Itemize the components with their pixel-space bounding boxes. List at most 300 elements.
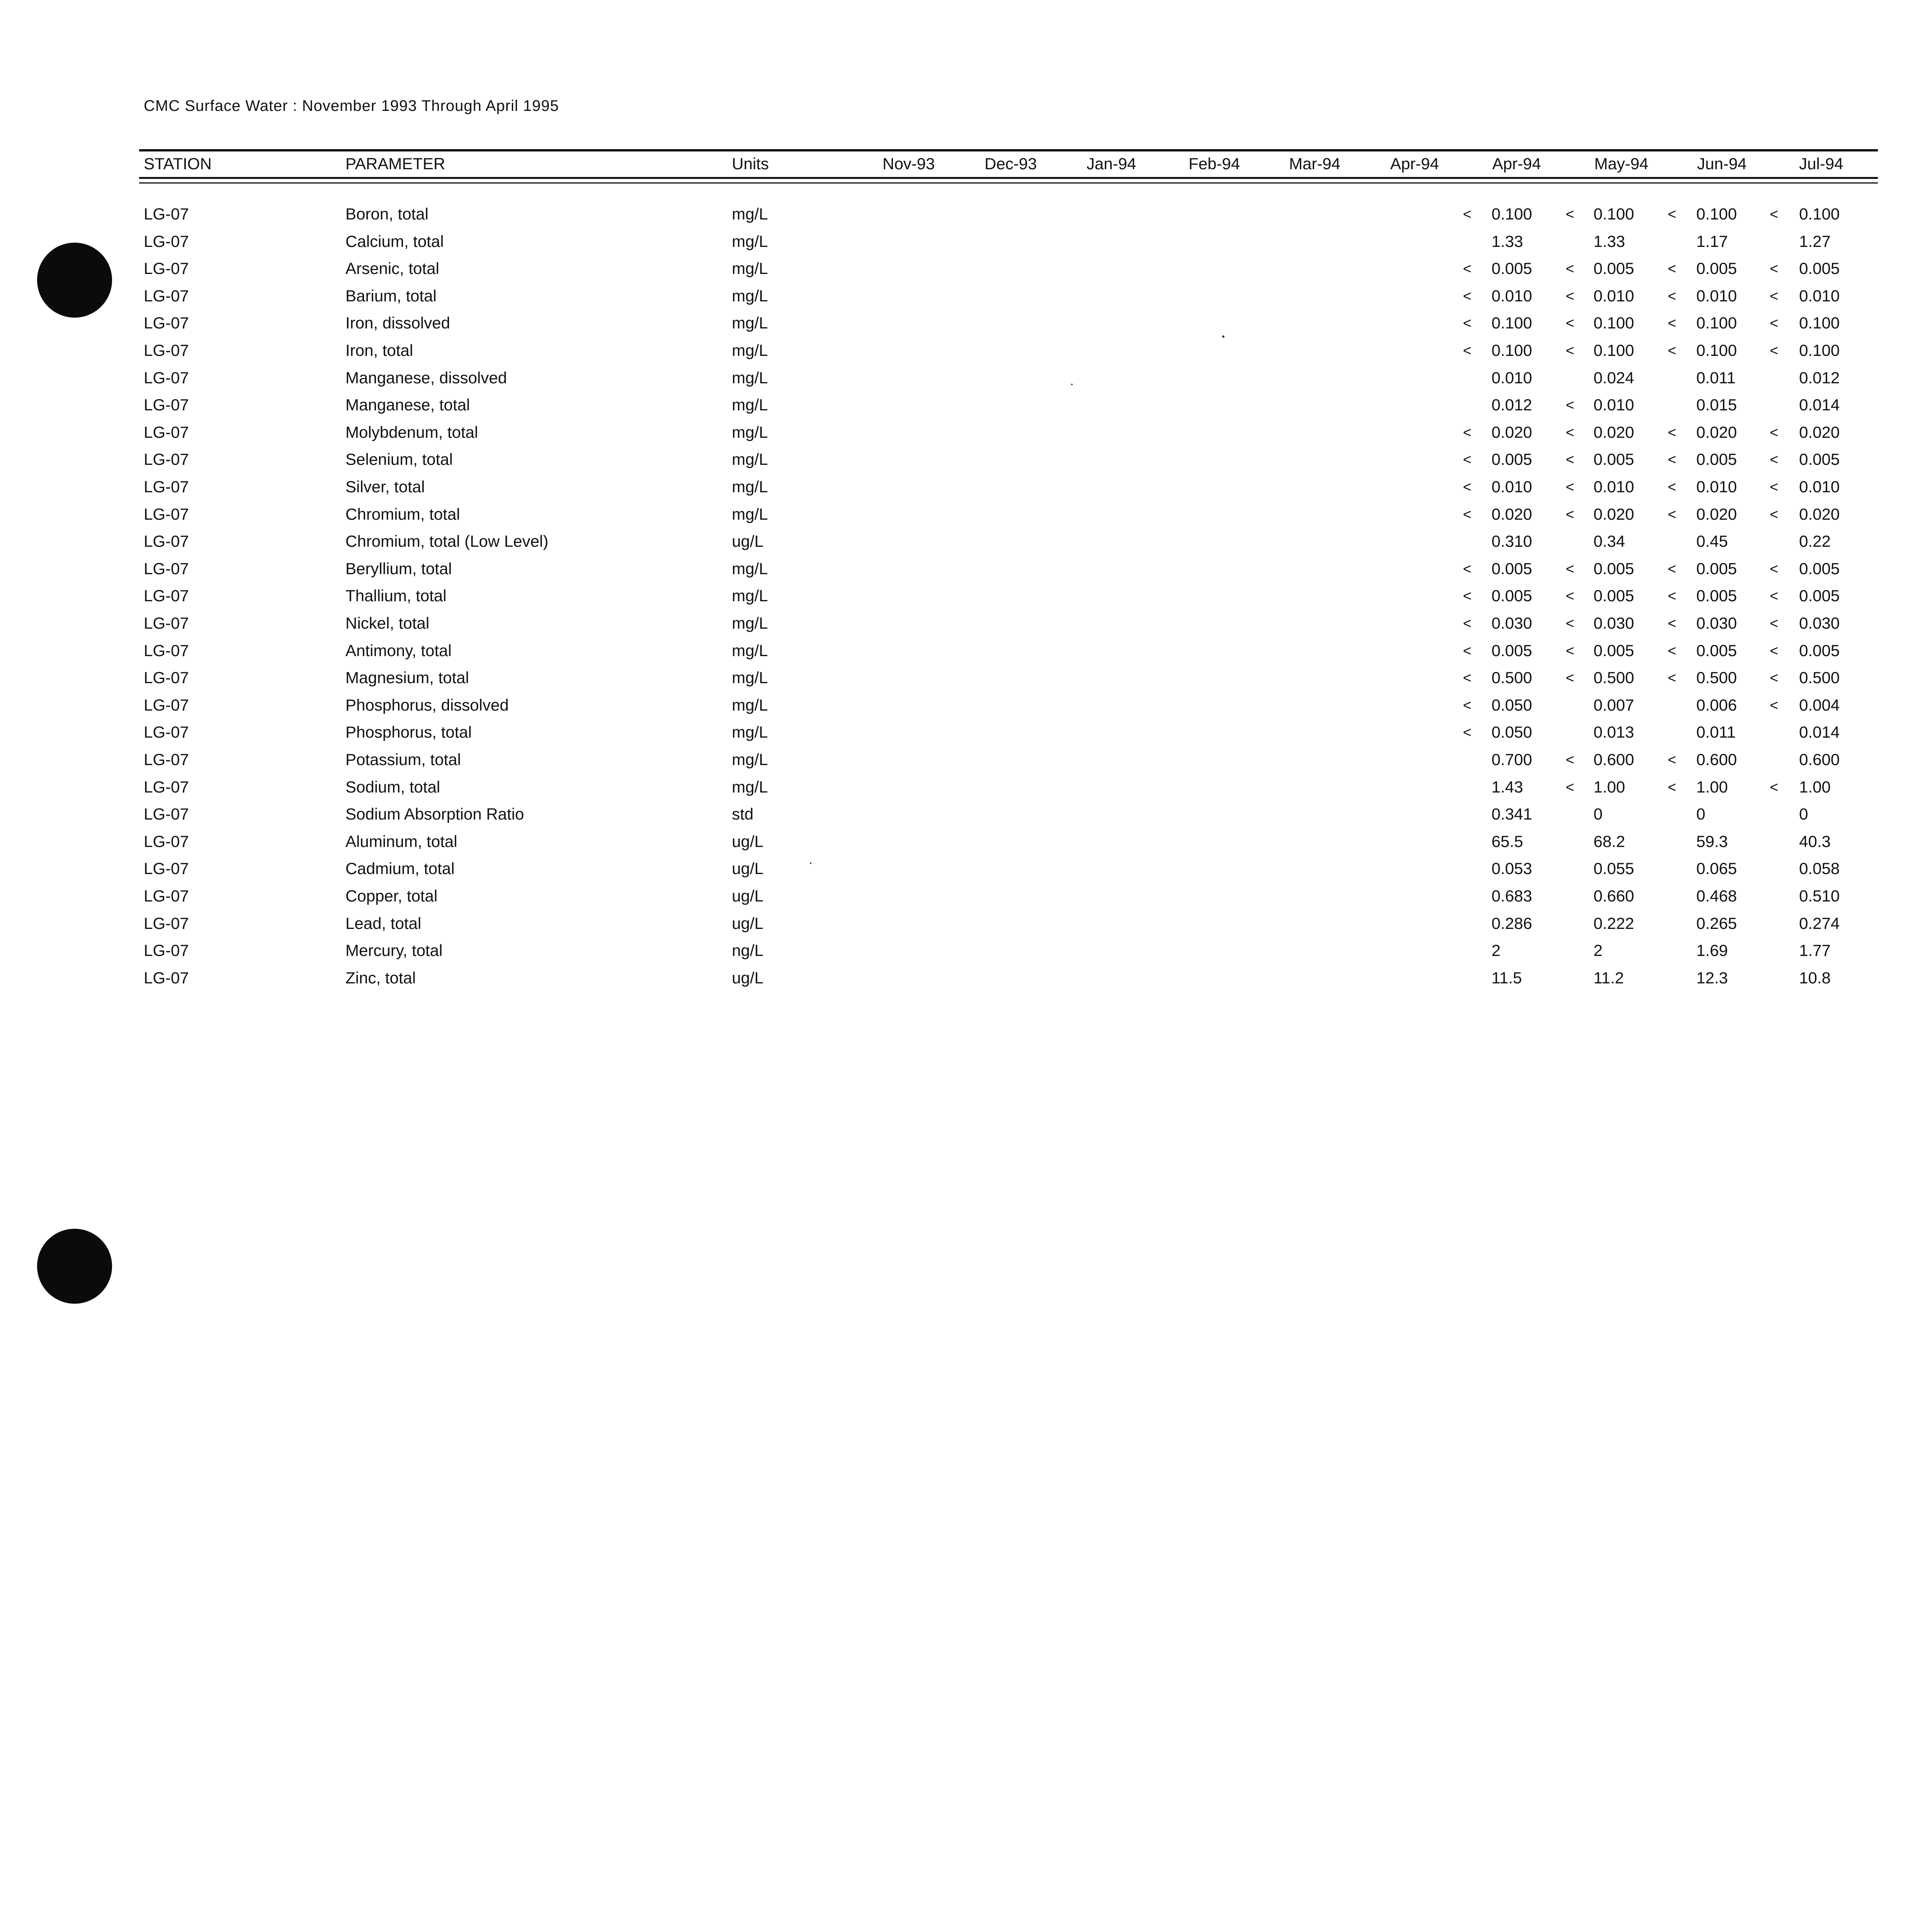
- value-cell: 0.100: [1594, 314, 1634, 332]
- parameter-cell: Silver, total: [345, 478, 425, 496]
- value-cell: 0.020: [1799, 423, 1840, 441]
- table-row: [0, 450, 1932, 477]
- table-row: [0, 614, 1932, 641]
- value-cell: 0.020: [1492, 423, 1532, 441]
- units-cell: mg/L: [732, 750, 768, 769]
- less-than-qualifier: <: [1463, 588, 1472, 605]
- less-than-qualifier: <: [1668, 315, 1677, 332]
- parameter-cell: Sodium, total: [345, 777, 440, 796]
- units-cell: mg/L: [732, 668, 768, 687]
- value-cell: 11.2: [1594, 968, 1624, 987]
- value-cell: 1.77: [1799, 941, 1831, 960]
- station-cell: LG-07: [144, 968, 189, 987]
- value-cell: 0.510: [1799, 887, 1840, 905]
- value-cell: 0.012: [1492, 396, 1532, 414]
- units-cell: mg/L: [732, 314, 768, 332]
- table-row: [0, 587, 1932, 614]
- value-cell: 0.030: [1696, 614, 1737, 632]
- less-than-qualifier: <: [1668, 452, 1677, 468]
- less-than-qualifier: <: [1463, 697, 1472, 714]
- station-cell: LG-07: [144, 696, 189, 714]
- value-cell: 0.100: [1492, 314, 1532, 332]
- less-than-qualifier: <: [1566, 206, 1575, 223]
- units-cell: mg/L: [732, 723, 768, 742]
- value-cell: 0.010: [1799, 478, 1840, 496]
- parameter-cell: Arsenic, total: [345, 259, 439, 278]
- column-header-may-94: May-94: [1594, 155, 1649, 173]
- value-cell: 0.065: [1696, 859, 1737, 878]
- value-cell: 0.020: [1696, 423, 1737, 441]
- less-than-qualifier: <: [1668, 779, 1677, 796]
- value-cell: 0.100: [1799, 205, 1840, 223]
- units-cell: ug/L: [732, 532, 764, 551]
- table-row: [0, 287, 1932, 314]
- less-than-qualifier: <: [1770, 670, 1779, 687]
- value-cell: 0.005: [1492, 641, 1532, 660]
- table-row: [0, 750, 1932, 777]
- value-cell: 0.015: [1696, 396, 1737, 414]
- value-cell: 0.020: [1696, 505, 1737, 523]
- less-than-qualifier: <: [1770, 206, 1779, 223]
- value-cell: 1.00: [1696, 777, 1728, 796]
- units-cell: mg/L: [732, 368, 768, 387]
- less-than-qualifier: <: [1566, 315, 1575, 332]
- less-than-qualifier: <: [1770, 424, 1779, 441]
- table-row: [0, 341, 1932, 368]
- value-cell: 0.020: [1492, 505, 1532, 523]
- units-cell: mg/L: [732, 259, 768, 278]
- table-row: [0, 668, 1932, 696]
- less-than-qualifier: <: [1566, 452, 1575, 468]
- value-cell: 0.100: [1492, 205, 1532, 223]
- value-cell: 0.010: [1594, 396, 1634, 414]
- column-header-station: STATION: [144, 155, 212, 173]
- value-cell: 0.100: [1594, 205, 1634, 223]
- units-cell: mg/L: [732, 396, 768, 414]
- value-cell: 0.005: [1799, 559, 1840, 578]
- station-cell: LG-07: [144, 532, 189, 551]
- value-cell: 1.33: [1492, 232, 1523, 250]
- parameter-cell: Aluminum, total: [345, 832, 457, 850]
- less-than-qualifier: <: [1668, 424, 1677, 441]
- station-cell: LG-07: [144, 941, 189, 960]
- value-cell: 0.005: [1799, 641, 1840, 660]
- value-cell: 1.27: [1799, 232, 1831, 250]
- value-cell: 0.010: [1799, 286, 1840, 305]
- value-cell: 12.3: [1696, 968, 1728, 987]
- station-cell: LG-07: [144, 832, 189, 850]
- value-cell: 0: [1696, 805, 1706, 823]
- units-cell: mg/L: [732, 696, 768, 714]
- value-cell: 0.600: [1594, 750, 1634, 769]
- value-cell: 0.100: [1799, 341, 1840, 359]
- table-row: [0, 205, 1932, 232]
- table-row: [0, 232, 1932, 259]
- value-cell: 0.005: [1594, 259, 1634, 278]
- value-cell: 0.024: [1594, 368, 1634, 387]
- value-cell: 0.222: [1594, 914, 1634, 932]
- less-than-qualifier: <: [1770, 779, 1779, 796]
- units-cell: mg/L: [732, 286, 768, 305]
- value-cell: 0.600: [1696, 750, 1737, 769]
- parameter-cell: Antimony, total: [345, 641, 452, 660]
- column-header-dec-93: Dec-93: [985, 155, 1037, 173]
- value-cell: 59.3: [1696, 832, 1728, 850]
- parameter-cell: Manganese, total: [345, 396, 470, 414]
- table-row: [0, 423, 1932, 450]
- less-than-qualifier: <: [1770, 315, 1779, 332]
- table-row: [0, 778, 1932, 805]
- header-bottom-rule: [139, 177, 1878, 179]
- table-row: [0, 532, 1932, 559]
- station-cell: LG-07: [144, 478, 189, 496]
- value-cell: 0.310: [1492, 532, 1532, 551]
- less-than-qualifier: <: [1566, 343, 1575, 359]
- value-cell: 1.69: [1696, 941, 1728, 960]
- report-title: CMC Surface Water : November 1993 Through April 1995: [144, 97, 559, 114]
- units-cell: mg/L: [732, 614, 768, 632]
- value-cell: 0.030: [1594, 614, 1634, 632]
- punch-hole-middle: [37, 1229, 112, 1304]
- parameter-cell: Potassium, total: [345, 750, 461, 769]
- table-row: [0, 505, 1932, 532]
- table-row: [0, 887, 1932, 914]
- units-cell: ug/L: [732, 968, 764, 987]
- less-than-qualifier: <: [1463, 561, 1472, 577]
- parameter-cell: Iron, dissolved: [345, 314, 450, 332]
- value-cell: 0.010: [1594, 478, 1634, 496]
- table-row: [0, 832, 1932, 859]
- units-cell: mg/L: [732, 450, 768, 469]
- parameter-cell: Chromium, total: [345, 505, 460, 523]
- parameter-cell: Lead, total: [345, 914, 422, 932]
- less-than-qualifier: <: [1566, 479, 1575, 495]
- value-cell: 0.058: [1799, 859, 1840, 878]
- parameter-cell: Magnesium, total: [345, 668, 469, 687]
- units-cell: mg/L: [732, 777, 768, 796]
- units-cell: mg/L: [732, 641, 768, 660]
- value-cell: 0.700: [1492, 750, 1532, 769]
- table-row: [0, 396, 1932, 423]
- units-cell: std: [732, 805, 754, 823]
- less-than-qualifier: <: [1668, 752, 1677, 768]
- column-header-jun-94: Jun-94: [1697, 155, 1747, 173]
- table-row: [0, 859, 1932, 886]
- station-cell: LG-07: [144, 614, 189, 632]
- table-row: [0, 641, 1932, 668]
- less-than-qualifier: <: [1668, 616, 1677, 632]
- table-row: [0, 478, 1932, 505]
- station-cell: LG-07: [144, 723, 189, 742]
- value-cell: 0.010: [1492, 478, 1532, 496]
- units-cell: ug/L: [732, 914, 764, 932]
- value-cell: 0.020: [1594, 505, 1634, 523]
- value-cell: 0.014: [1799, 723, 1840, 742]
- less-than-qualifier: <: [1770, 452, 1779, 468]
- value-cell: 0.468: [1696, 887, 1737, 905]
- station-cell: LG-07: [144, 641, 189, 660]
- station-cell: LG-07: [144, 887, 189, 905]
- less-than-qualifier: <: [1668, 561, 1677, 577]
- parameter-cell: Chromium, total (Low Level): [345, 532, 549, 551]
- parameter-cell: Barium, total: [345, 286, 437, 305]
- value-cell: 0.005: [1799, 587, 1840, 605]
- value-cell: 1.33: [1594, 232, 1625, 250]
- value-cell: 0.012: [1799, 368, 1840, 387]
- parameter-cell: Phosphorus, dissolved: [345, 696, 509, 714]
- parameter-cell: Thallium, total: [345, 587, 447, 605]
- station-cell: LG-07: [144, 587, 189, 605]
- less-than-qualifier: <: [1566, 752, 1575, 768]
- value-cell: 0.100: [1696, 205, 1737, 223]
- station-cell: LG-07: [144, 450, 189, 469]
- parameter-cell: Molybdenum, total: [345, 423, 478, 441]
- value-cell: 0.005: [1492, 259, 1532, 278]
- value-cell: 0.007: [1594, 696, 1634, 714]
- less-than-qualifier: <: [1463, 643, 1472, 659]
- less-than-qualifier: <: [1668, 643, 1677, 659]
- value-cell: 0.050: [1492, 723, 1532, 742]
- parameter-cell: Phosphorus, total: [345, 723, 472, 742]
- less-than-qualifier: <: [1668, 288, 1677, 304]
- units-cell: mg/L: [732, 205, 768, 223]
- less-than-qualifier: <: [1566, 261, 1575, 277]
- value-cell: 1.43: [1492, 777, 1523, 796]
- parameter-cell: Selenium, total: [345, 450, 453, 469]
- less-than-qualifier: <: [1463, 506, 1472, 523]
- station-cell: LG-07: [144, 259, 189, 278]
- table-row: [0, 696, 1932, 723]
- parameter-cell: Zinc, total: [345, 968, 416, 987]
- less-than-qualifier: <: [1566, 616, 1575, 632]
- units-cell: mg/L: [732, 478, 768, 496]
- value-cell: 0.005: [1594, 450, 1634, 469]
- value-cell: 0.005: [1594, 559, 1634, 578]
- parameter-cell: Copper, total: [345, 887, 438, 905]
- less-than-qualifier: <: [1668, 670, 1677, 687]
- value-cell: 0.005: [1696, 450, 1737, 469]
- table-row: [0, 314, 1932, 341]
- value-cell: 0.100: [1799, 314, 1840, 332]
- less-than-qualifier: <: [1463, 206, 1472, 223]
- table-row: [0, 914, 1932, 941]
- less-than-qualifier: <: [1770, 261, 1779, 277]
- column-header-jan-94: Jan-94: [1087, 155, 1136, 173]
- value-cell: 0.500: [1594, 668, 1634, 687]
- column-header-nov-93: Nov-93: [883, 155, 935, 173]
- value-cell: 0: [1799, 805, 1808, 823]
- value-cell: 0.006: [1696, 696, 1737, 714]
- value-cell: 0.010: [1696, 286, 1737, 305]
- value-cell: 65.5: [1492, 832, 1523, 850]
- value-cell: 0.45: [1696, 532, 1728, 551]
- value-cell: 0.500: [1799, 668, 1840, 687]
- parameter-cell: Sodium Absorption Ratio: [345, 805, 524, 823]
- less-than-qualifier: <: [1770, 616, 1779, 632]
- station-cell: LG-07: [144, 286, 189, 305]
- station-cell: LG-07: [144, 423, 189, 441]
- less-than-qualifier: <: [1770, 561, 1779, 577]
- column-header-apr-94-first: Apr-94: [1390, 155, 1439, 173]
- table-row: [0, 969, 1932, 996]
- units-cell: mg/L: [732, 587, 768, 605]
- value-cell: 0.005: [1492, 587, 1532, 605]
- value-cell: 0.055: [1594, 859, 1634, 878]
- less-than-qualifier: <: [1463, 724, 1472, 741]
- value-cell: 68.2: [1594, 832, 1625, 850]
- station-cell: LG-07: [144, 341, 189, 359]
- less-than-qualifier: <: [1770, 588, 1779, 605]
- column-header-mar-94: Mar-94: [1289, 155, 1341, 173]
- value-cell: 1.17: [1696, 232, 1728, 250]
- less-than-qualifier: <: [1463, 616, 1472, 632]
- value-cell: 0.030: [1799, 614, 1840, 632]
- parameter-cell: Mercury, total: [345, 941, 443, 960]
- value-cell: 0.100: [1492, 341, 1532, 359]
- station-cell: LG-07: [144, 750, 189, 769]
- less-than-qualifier: <: [1668, 206, 1677, 223]
- value-cell: 0.011: [1696, 723, 1736, 742]
- table-row: [0, 560, 1932, 587]
- value-cell: 11.5: [1492, 968, 1522, 987]
- less-than-qualifier: <: [1668, 588, 1677, 605]
- station-cell: LG-07: [144, 368, 189, 387]
- value-cell: 0.011: [1696, 368, 1736, 387]
- station-cell: LG-07: [144, 859, 189, 878]
- value-cell: 0.005: [1594, 641, 1634, 660]
- value-cell: 0.005: [1492, 559, 1532, 578]
- parameter-cell: Manganese, dissolved: [345, 368, 507, 387]
- header-bottom-rule-2: [139, 182, 1878, 184]
- units-cell: mg/L: [732, 559, 768, 578]
- units-cell: mg/L: [732, 341, 768, 359]
- units-cell: mg/L: [732, 505, 768, 523]
- less-than-qualifier: <: [1566, 670, 1575, 687]
- less-than-qualifier: <: [1770, 506, 1779, 523]
- value-cell: 0.274: [1799, 914, 1840, 932]
- value-cell: 0.013: [1594, 723, 1634, 742]
- value-cell: 0.010: [1492, 368, 1532, 387]
- value-cell: 0.005: [1492, 450, 1532, 469]
- column-header-feb-94: Feb-94: [1189, 155, 1240, 173]
- column-header-units: Units: [732, 155, 769, 173]
- station-cell: LG-07: [144, 914, 189, 932]
- less-than-qualifier: <: [1566, 506, 1575, 523]
- less-than-qualifier: <: [1566, 397, 1575, 414]
- value-cell: 10.8: [1799, 968, 1831, 987]
- value-cell: 0.660: [1594, 887, 1634, 905]
- less-than-qualifier: <: [1668, 479, 1677, 495]
- value-cell: 0.500: [1696, 668, 1737, 687]
- value-cell: 0.500: [1492, 668, 1532, 687]
- station-cell: LG-07: [144, 668, 189, 687]
- column-header-jul-94: Jul-94: [1799, 155, 1844, 173]
- units-cell: mg/L: [732, 232, 768, 250]
- value-cell: 0.005: [1799, 450, 1840, 469]
- table-row: [0, 723, 1932, 750]
- less-than-qualifier: <: [1463, 261, 1472, 277]
- less-than-qualifier: <: [1668, 506, 1677, 523]
- table-row: [0, 259, 1932, 286]
- column-header-apr-94: Apr-94: [1492, 155, 1541, 173]
- value-cell: 0.005: [1696, 559, 1737, 578]
- value-cell: 0.286: [1492, 914, 1532, 932]
- value-cell: 0.004: [1799, 696, 1840, 714]
- units-cell: ug/L: [732, 859, 764, 878]
- value-cell: 0.100: [1696, 341, 1737, 359]
- less-than-qualifier: <: [1668, 343, 1677, 359]
- value-cell: 2: [1492, 941, 1501, 960]
- value-cell: 0.100: [1594, 341, 1634, 359]
- less-than-qualifier: <: [1463, 343, 1472, 359]
- units-cell: mg/L: [732, 423, 768, 441]
- column-header-parameter: PARAMETER: [345, 155, 446, 173]
- value-cell: 0.005: [1696, 259, 1737, 278]
- value-cell: 0.005: [1594, 587, 1634, 605]
- less-than-qualifier: <: [1770, 643, 1779, 659]
- less-than-qualifier: <: [1566, 588, 1575, 605]
- table-row: [0, 369, 1932, 396]
- station-cell: LG-07: [144, 314, 189, 332]
- less-than-qualifier: <: [1566, 288, 1575, 304]
- table-row: [0, 805, 1932, 832]
- less-than-qualifier: <: [1463, 452, 1472, 468]
- value-cell: 0.100: [1696, 314, 1737, 332]
- units-cell: ug/L: [732, 832, 764, 850]
- value-cell: 0.050: [1492, 696, 1532, 714]
- parameter-cell: Iron, total: [345, 341, 413, 359]
- value-cell: 0.030: [1492, 614, 1532, 632]
- less-than-qualifier: <: [1566, 643, 1575, 659]
- value-cell: 0.683: [1492, 887, 1532, 905]
- less-than-qualifier: <: [1463, 670, 1472, 687]
- station-cell: LG-07: [144, 777, 189, 796]
- less-than-qualifier: <: [1463, 424, 1472, 441]
- value-cell: 0.014: [1799, 396, 1840, 414]
- less-than-qualifier: <: [1463, 288, 1472, 304]
- units-cell: ug/L: [732, 887, 764, 905]
- less-than-qualifier: <: [1668, 261, 1677, 277]
- value-cell: 1.00: [1799, 777, 1831, 796]
- station-cell: LG-07: [144, 205, 189, 223]
- value-cell: 0.005: [1696, 587, 1737, 605]
- station-cell: LG-07: [144, 505, 189, 523]
- parameter-cell: Cadmium, total: [345, 859, 455, 878]
- less-than-qualifier: <: [1770, 479, 1779, 495]
- station-cell: LG-07: [144, 232, 189, 250]
- value-cell: 0.005: [1799, 259, 1840, 278]
- value-cell: 0.010: [1696, 478, 1737, 496]
- header-top-rule: [139, 149, 1878, 151]
- value-cell: 0.020: [1799, 505, 1840, 523]
- parameter-cell: Boron, total: [345, 205, 429, 223]
- value-cell: 40.3: [1799, 832, 1831, 850]
- value-cell: 0.020: [1594, 423, 1634, 441]
- less-than-qualifier: <: [1770, 343, 1779, 359]
- value-cell: 0.22: [1799, 532, 1831, 551]
- value-cell: 0.010: [1492, 286, 1532, 305]
- value-cell: 2: [1594, 941, 1603, 960]
- table-row: [0, 941, 1932, 968]
- value-cell: 0.053: [1492, 859, 1532, 878]
- station-cell: LG-07: [144, 805, 189, 823]
- value-cell: 0.341: [1492, 805, 1532, 823]
- parameter-cell: Nickel, total: [345, 614, 430, 632]
- less-than-qualifier: <: [1566, 424, 1575, 441]
- value-cell: 1.00: [1594, 777, 1625, 796]
- station-cell: LG-07: [144, 396, 189, 414]
- less-than-qualifier: <: [1463, 315, 1472, 332]
